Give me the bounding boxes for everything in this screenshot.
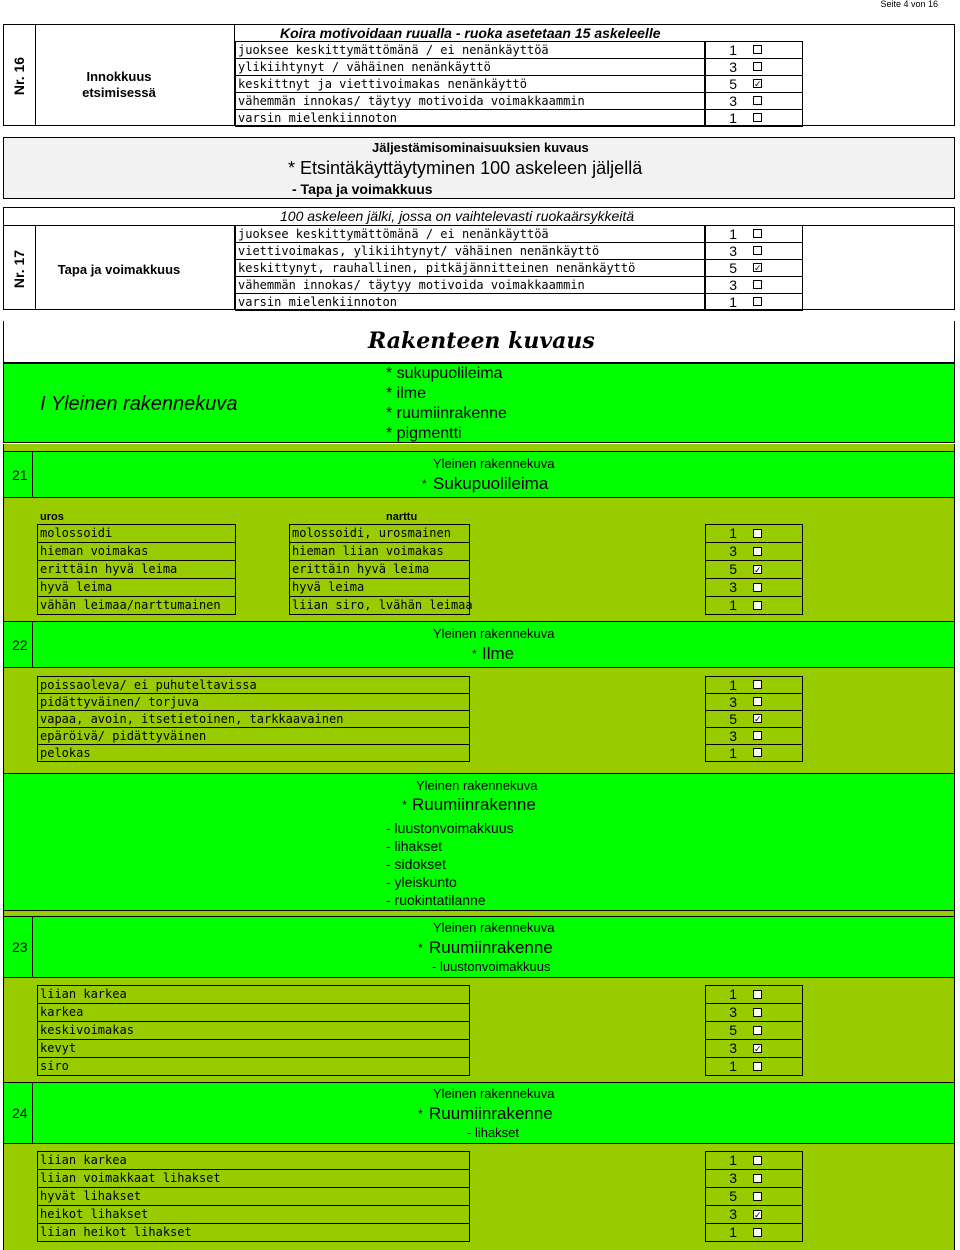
row-label: liian karkea bbox=[40, 1153, 127, 1167]
score-value: 5 bbox=[729, 75, 737, 92]
score-value: 3 bbox=[729, 1206, 737, 1222]
row-label: kevyt bbox=[40, 1041, 77, 1055]
score-value: 1 bbox=[729, 597, 737, 613]
s23-star: * bbox=[418, 941, 423, 955]
score-checkbox[interactable] bbox=[753, 45, 762, 54]
score-checkbox[interactable] bbox=[753, 1156, 762, 1165]
row-label: varsin mielenkiinnoton bbox=[238, 294, 397, 309]
score-checkbox[interactable]: ✓ bbox=[754, 714, 762, 724]
score-value: 3 bbox=[729, 276, 737, 293]
s22-cat: Yleinen rakennekuva bbox=[433, 626, 555, 641]
male-label: erittäin hyvä leima bbox=[40, 562, 178, 576]
score-checkbox[interactable] bbox=[753, 990, 762, 999]
row-label: epäröivä/ pidättyväinen bbox=[40, 728, 207, 743]
male-label: hyvä leima bbox=[40, 580, 113, 594]
row-label: keskittynyt, rauhallinen, pitkäjännitteinen nenänkäyttö bbox=[238, 260, 636, 275]
structure-title: Rakenteen kuvaus bbox=[368, 328, 595, 354]
row-label: viettivoimakas, ylikiihtynyt/ vähäinen nenänkäyttö bbox=[238, 243, 600, 258]
score-value: 1 bbox=[729, 676, 737, 693]
score-value: 3 bbox=[729, 579, 737, 595]
s23-cat: Yleinen rakennekuva bbox=[433, 920, 555, 935]
nr17-title: Tapa ja voimakkuus bbox=[57, 262, 181, 277]
row-label: liian voimakkaat lihakset bbox=[40, 1171, 221, 1185]
female-label: molossoidi, urosmainen bbox=[292, 526, 451, 540]
row-label: poissaoleva/ ei puhuteltavissa bbox=[40, 677, 257, 692]
body-desc-item: - sidokset bbox=[386, 856, 446, 872]
row-label: pelokas bbox=[40, 745, 91, 760]
s21-title: Sukupuolileima bbox=[433, 474, 549, 493]
nr17-header: 100 askeleen jälki, jossa on vaihtelevasti ruokaärsykkeitä bbox=[280, 208, 635, 224]
row-label: karkea bbox=[40, 1005, 84, 1019]
score-value: 1 bbox=[729, 41, 737, 58]
score-value: 1 bbox=[729, 293, 737, 310]
score-checkbox[interactable] bbox=[753, 748, 762, 757]
track-desc-title: * Etsintäkäyttäytyminen 100 askeleen jäljellä bbox=[288, 158, 643, 178]
row-label: heikot lihakset bbox=[40, 1207, 149, 1221]
s22-number: 22 bbox=[12, 637, 28, 653]
nr16-title: Innokkuus etsimisessä bbox=[82, 69, 156, 100]
male-label: vähän leimaa/narttumainen bbox=[40, 598, 221, 612]
score-value: 5 bbox=[729, 1188, 737, 1204]
body-desc-cat: Yleinen rakennekuva bbox=[416, 778, 538, 793]
nr16-number: Nr. 16 bbox=[11, 56, 27, 96]
row-label: ylikiihtynyt / vähäinen nenänkäyttö bbox=[238, 59, 491, 74]
row-cell bbox=[37, 744, 470, 762]
body-desc-item: - yleiskunto bbox=[386, 874, 457, 890]
score-value: 5 bbox=[729, 1022, 737, 1038]
score-value: 3 bbox=[729, 58, 737, 75]
body-desc-star: * bbox=[402, 798, 407, 812]
s22-star: * bbox=[472, 647, 477, 661]
page-number: Seite 4 von 16 bbox=[880, 0, 938, 9]
score-value: 5 bbox=[729, 561, 737, 577]
score-checkbox[interactable] bbox=[753, 697, 762, 706]
row-label: keskittnyt ja viettivoimakas nenänkäyttö bbox=[238, 76, 527, 91]
s23-title: Ruumiinrakenne bbox=[429, 938, 553, 957]
row-label: vähemmän innokas/ täytyy motivoida voimakkaammin bbox=[238, 277, 585, 292]
score-value: 3 bbox=[729, 1040, 737, 1056]
score-checkbox[interactable] bbox=[753, 1026, 762, 1035]
nr17-number: Nr. 17 bbox=[11, 249, 27, 289]
nr16-header: Koira motivoidaan ruualla - ruoka asetetaan 15 askeleelle bbox=[280, 25, 661, 41]
row-label: liian heikot lihakset bbox=[40, 1225, 192, 1239]
s21-number: 21 bbox=[12, 467, 28, 483]
score-checkbox[interactable] bbox=[753, 680, 762, 689]
row-cell bbox=[37, 1057, 470, 1076]
score-checkbox[interactable] bbox=[753, 1008, 762, 1017]
body-desc-item: - lihakset bbox=[386, 838, 443, 854]
score-checkbox[interactable]: ✓ bbox=[754, 79, 762, 89]
row-label: keskivoimakas bbox=[40, 1023, 134, 1037]
score-checkbox[interactable] bbox=[753, 246, 762, 255]
s24-star: * bbox=[418, 1107, 423, 1121]
s21-star: * bbox=[422, 477, 427, 491]
score-checkbox[interactable] bbox=[753, 1062, 762, 1071]
structure-point: * ilme bbox=[386, 385, 427, 402]
structure-point: * ruumiinrakenne bbox=[386, 405, 507, 422]
score-checkbox[interactable] bbox=[753, 229, 762, 238]
score-checkbox[interactable] bbox=[753, 583, 762, 592]
score-value: 3 bbox=[729, 1170, 737, 1186]
track-desc-heading: Jäljestämisominaisuuksien kuvaus bbox=[372, 140, 589, 155]
score-value: 1 bbox=[729, 109, 737, 126]
row-label: juoksee keskittymättömänä / ei nenänkäyttöä bbox=[238, 42, 549, 57]
score-value: 1 bbox=[729, 744, 737, 761]
female-label: hieman liian voimakas bbox=[292, 544, 444, 558]
s21-cat: Yleinen rakennekuva bbox=[433, 456, 555, 471]
score-checkbox[interactable] bbox=[753, 62, 762, 71]
score-value: 5 bbox=[729, 259, 737, 276]
s21-male-head: uros bbox=[40, 511, 64, 523]
s22-title: Ilme bbox=[482, 644, 515, 663]
score-value: 3 bbox=[729, 727, 737, 744]
score-value: 1 bbox=[729, 525, 737, 541]
structure-point: * pigmentti bbox=[386, 425, 462, 442]
female-label: hyvä leima bbox=[292, 580, 365, 594]
score-checkbox[interactable]: ✓ bbox=[754, 263, 762, 273]
row-label: pidättyväinen/ torjuva bbox=[40, 694, 199, 709]
score-value: 3 bbox=[729, 1004, 737, 1020]
s23-sub: - luustonvoimakkuus bbox=[432, 959, 551, 974]
row-label: juoksee keskittymättömänä / ei nenänkäyttöä bbox=[238, 226, 549, 241]
score-checkbox[interactable]: ✓ bbox=[754, 564, 762, 575]
score-value: 1 bbox=[729, 1152, 737, 1168]
score-value: 1 bbox=[729, 986, 737, 1002]
row-cell bbox=[37, 1039, 470, 1058]
body-desc-item: - ruokintatilanne bbox=[386, 892, 486, 908]
body-desc-item: - luustonvoimakkuus bbox=[386, 820, 514, 836]
score-value: 1 bbox=[729, 1058, 737, 1074]
score-value: 1 bbox=[729, 225, 737, 242]
score-checkbox[interactable] bbox=[753, 601, 762, 610]
female-label: erittäin hyvä leima bbox=[292, 562, 430, 576]
score-value: 1 bbox=[729, 1224, 737, 1240]
score-checkbox[interactable] bbox=[753, 1228, 762, 1237]
row-label: vapaa, avoin, itsetietoinen, tarkkaavainen bbox=[40, 711, 344, 726]
score-checkbox[interactable]: ✓ bbox=[754, 1209, 762, 1220]
row-cell bbox=[37, 1003, 470, 1022]
row-label: vähemmän innokas/ täytyy motivoida voimakkaammin bbox=[238, 93, 585, 108]
score-checkbox[interactable] bbox=[753, 1174, 762, 1183]
score-checkbox[interactable] bbox=[753, 529, 762, 538]
row-label: siro bbox=[40, 1059, 69, 1073]
s23-number: 23 bbox=[12, 939, 28, 955]
score-checkbox[interactable] bbox=[753, 280, 762, 289]
s24-title: Ruumiinrakenne bbox=[429, 1104, 553, 1123]
score-checkbox[interactable] bbox=[753, 1192, 762, 1201]
track-desc-sub: - Tapa ja voimakkuus bbox=[292, 181, 433, 197]
row-label: varsin mielenkiinnoton bbox=[238, 110, 397, 125]
male-label: molossoidi bbox=[40, 526, 113, 540]
score-value: 3 bbox=[729, 693, 737, 710]
row-label: hyvät lihakset bbox=[40, 1189, 142, 1203]
score-value: 3 bbox=[729, 242, 737, 259]
score-value: 5 bbox=[729, 710, 737, 727]
male-label: hieman voimakas bbox=[40, 544, 149, 558]
score-value: 3 bbox=[729, 92, 737, 109]
s24-sub: - lihakset bbox=[467, 1125, 520, 1140]
row-label: liian karkea bbox=[40, 987, 127, 1001]
structure-general: I Yleinen rakennekuva bbox=[40, 393, 238, 415]
score-checkbox[interactable] bbox=[753, 96, 762, 105]
score-checkbox[interactable]: ✓ bbox=[754, 1043, 762, 1054]
s24-cat: Yleinen rakennekuva bbox=[433, 1086, 555, 1101]
s21-female-head: narttu bbox=[386, 511, 418, 523]
score-checkbox[interactable] bbox=[753, 297, 762, 306]
score-value: 3 bbox=[729, 543, 737, 559]
female-label: liian siro, lvähän leimaa bbox=[292, 598, 473, 612]
score-checkbox[interactable] bbox=[753, 547, 762, 556]
body-desc-title: Ruumiinrakenne bbox=[412, 795, 536, 814]
body-desc-box bbox=[3, 773, 955, 911]
score-checkbox[interactable] bbox=[753, 113, 762, 122]
structure-point: * sukupuolileima bbox=[386, 365, 503, 382]
score-checkbox[interactable] bbox=[753, 731, 762, 740]
s24-number: 24 bbox=[12, 1105, 28, 1121]
